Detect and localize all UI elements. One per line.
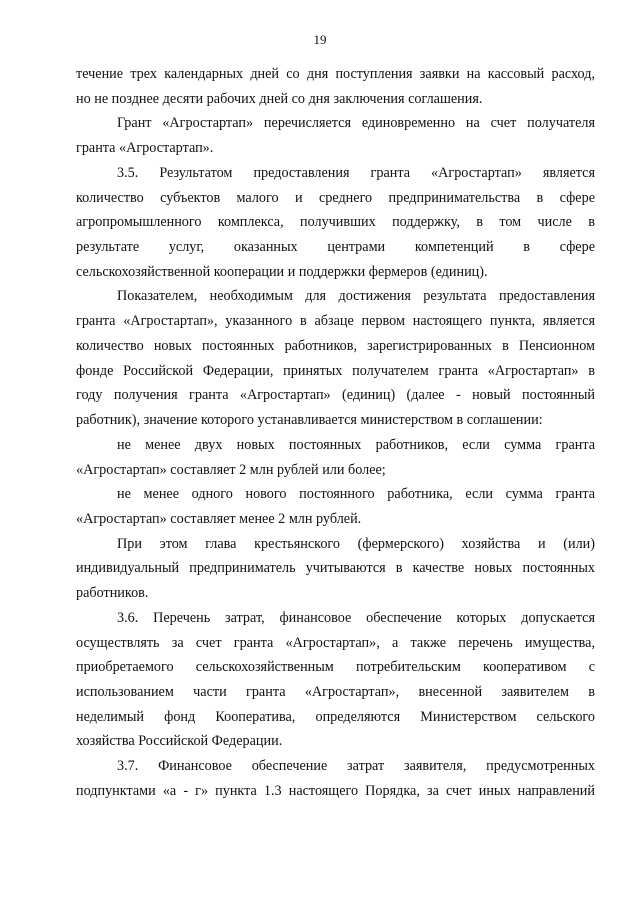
text-line: фонде Российской Федерации, принятых получателем гранта «Агростартап» в	[76, 362, 595, 379]
text-line: приобретаемого сельскохозяйственным потребительским кооперативом с	[76, 659, 595, 676]
text-line: гранта «Агростартап», указанного в абзаце первом настоящего пункта, является	[76, 313, 595, 330]
text-line: гранта «Агростартап».	[76, 140, 214, 157]
text-line: использованием части гранта «Агростартап», внесенной заявителем в	[76, 683, 595, 700]
text-line: но не позднее десяти рабочих дней со дня заключения соглашения.	[76, 90, 483, 107]
document-body	[76, 62, 595, 804]
text-line: 3.6. Перечень затрат, финансовое обеспечение которых допускается	[117, 609, 595, 626]
page-number: 19	[313, 32, 327, 47]
text-line: Грант «Агростартап» перечисляется единовременно на счет получателя	[117, 115, 595, 132]
text-line: индивидуальный предприниматель учитываются в качестве новых постоянных	[76, 560, 595, 577]
text-line: количество субъектов малого и среднего предпринимательства в сфере	[76, 189, 595, 206]
text-line: «Агростартап» составляет 2 млн рублей или более;	[76, 461, 386, 478]
text-line: Показателем, необходимым для достижения результата предоставления	[117, 288, 595, 305]
text-line: течение трех календарных дней со дня поступления заявки на кассовый расход,	[76, 66, 595, 82]
text-line: агропромышленного комплекса, получивших поддержку, в том числе в	[76, 214, 595, 231]
text-line: сельскохозяйственной кооперации и поддержки фермеров (единиц).	[76, 263, 488, 280]
text-line: подпунктами «а - г» пункта 1.3 настоящего Порядка, за счет иных направлений	[76, 782, 595, 799]
text-line: хозяйства Российской Федерации.	[76, 733, 283, 750]
text-line: 3.7. Финансовое обеспечение затрат заявителя, предусмотренных	[117, 758, 595, 775]
text-line: количество новых постоянных работников, зарегистрированных в Пенсионном	[76, 337, 595, 354]
text-line: осуществлять за счет гранта «Агростартап», а также перечень имущества,	[76, 634, 595, 651]
text-line: году получения гранта «Агростартап» (единиц) (далее - новый постоянный	[76, 387, 595, 404]
text-line: «Агростартап» составляет менее 2 млн рублей.	[76, 510, 362, 527]
text-line: работников.	[76, 585, 149, 602]
text-line: работник), значение которого устанавливается министерством в соглашении:	[76, 412, 543, 429]
text-line: 3.5. Результатом предоставления гранта «Агростартап» является	[117, 164, 595, 181]
text-line: неделимый фонд Кооператива, определяются Министерством сельского	[76, 708, 595, 725]
text-line: При этом глава крестьянского (фермерского) хозяйства и (или)	[117, 535, 595, 552]
text-line: не менее двух новых постоянных работников, если сумма гранта	[117, 436, 595, 453]
text-line: не менее одного нового постоянного работника, если сумма гранта	[117, 486, 595, 503]
text-line: результате услуг, оказанных центрами компетенций в сфере	[76, 239, 595, 256]
